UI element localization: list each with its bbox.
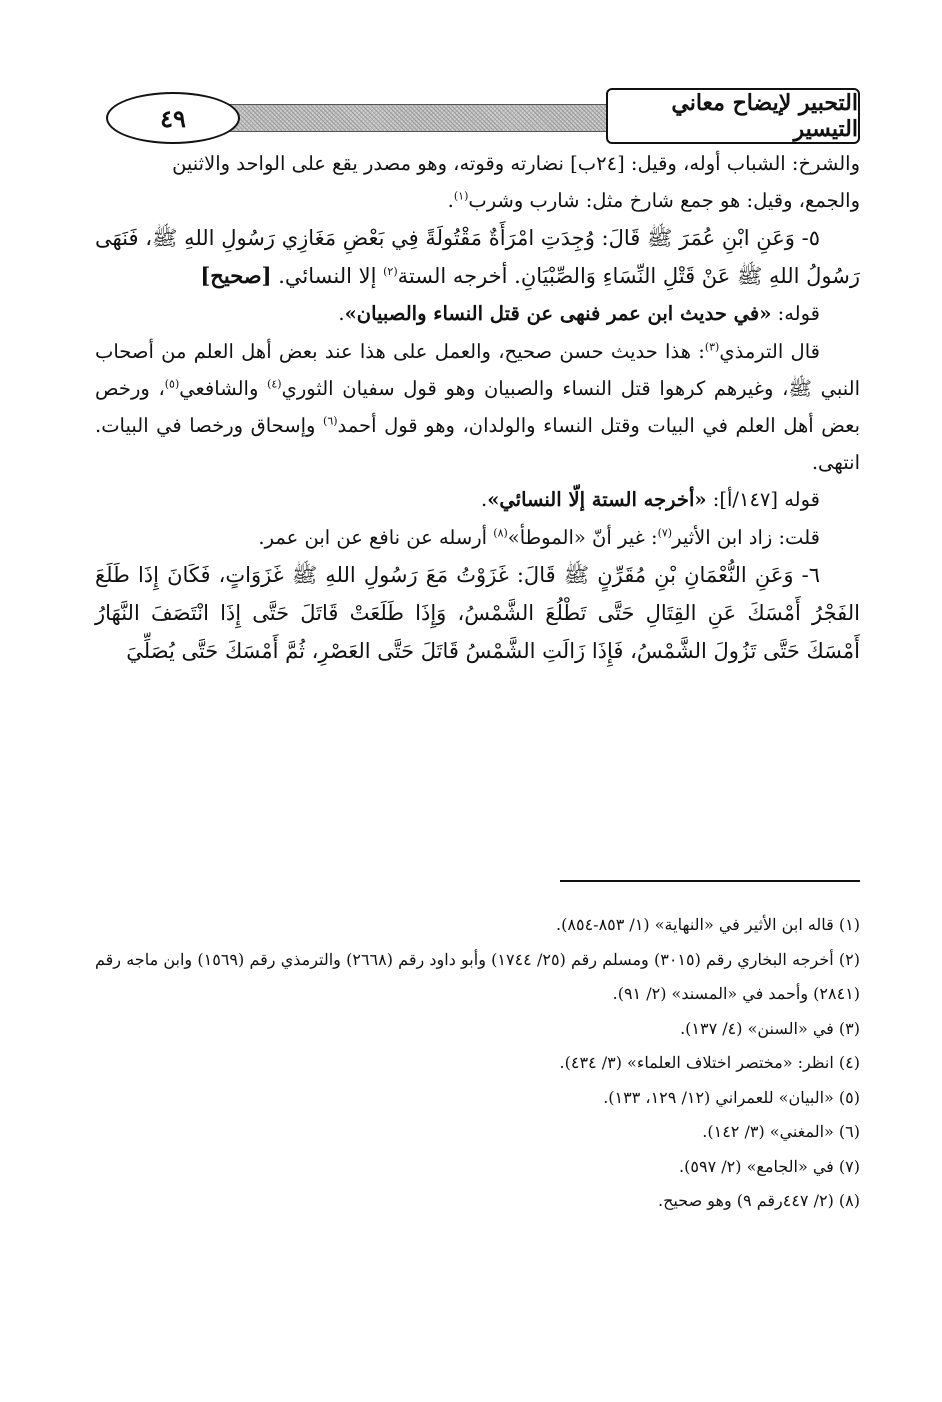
text-span: وإسحاق ورخصا في البيات. انتهى.: [95, 414, 860, 475]
hadith-text: طَلَعَ الفَجْرُ أَمْسَكَ عَنِ القِتَالِ حَتَّى تَطْلُعَ الشَّمْسُ، وَإِذَا طَلَعَتْ قَاتَلَ حَتَّى إِذَا انْتَصَفَ النَّهَارُ: [95, 562, 860, 625]
text-span: والشرخ: الشباب أوله، وقيل: [٢٤ب] نضارته وقوته، وهو مصدر يقع على الواحد والاثنين: [172, 152, 860, 175]
footnote-ref[interactable]: (٦): [323, 414, 338, 428]
footnote-ref[interactable]: (٤): [267, 377, 282, 391]
text-span: والشافعي: [179, 376, 259, 400]
page-header: [100, 88, 860, 144]
text-span: : غير أنّ «الموطأ»: [507, 525, 658, 549]
text-span: ، ورخص بعض أهل العلم في البيات وقتل النساء والولدان، وهو قول أحمد: [95, 376, 860, 438]
text-span: : هذا حديث حسن صحيح، والعمل على هذا عند بعض أهل العلم: [193, 339, 705, 363]
footnote-ref[interactable]: (٧): [657, 526, 673, 540]
quoted-phrase: «في حديث ابن عمر فنهى عن قتل النساء والصبيان»: [344, 302, 772, 326]
text-span: قال الترمذي: [719, 339, 820, 363]
book-title: التحبير لإيضاح معاني التيسير: [606, 88, 860, 144]
text-line: [95, 182, 860, 219]
footnote-ref[interactable]: (١): [453, 189, 469, 203]
text-span: أرسله عن نافع عن ابن عمر.: [258, 525, 494, 549]
hadith-text: ٥- وَعَنِ ابْنِ عُمَرَ ﷺ قَالَ: وُجِدَتِ امْرَأَةٌ مَقْتُولَةً فِي بَعْضِ مَغَازِي رَسُولِ اللهِ ﷺ،: [145, 226, 820, 251]
quoted-phrase: «أخرجه الستة إلّا النسائي»: [487, 488, 707, 512]
commentary-line: [95, 295, 860, 332]
hadith-text: ٦- وَعَنِ النُّعْمَانِ بْنِ مُقَرِّنٍ ﷺ قَالَ: غَزَوْتُ مَعَ رَسُولِ اللهِ ﷺ غَزَوَاتٍ، فَكَانَ إِذَا: [137, 562, 820, 587]
footnote-ref[interactable]: (٥): [164, 377, 180, 391]
main-text: [95, 145, 860, 670]
text-span: إلا النسائي.: [271, 264, 384, 289]
text-span: .: [338, 302, 345, 326]
text-span: قوله:: [771, 302, 820, 326]
footnote-divider: [560, 880, 860, 882]
page-number: ٤٩: [106, 92, 240, 144]
commentary-paragraph: [95, 333, 860, 482]
footnote: (٨) (٢/ ٤٤٧رقم ٩) وهو صحيح.: [658, 1191, 860, 1210]
footnote: (٥) «البيان» للعمراني (١٢/ ١٢٩، ١٣٣).: [603, 1087, 860, 1107]
footnote: [95, 943, 860, 1012]
footnote: (٧) في «الجامع» (٢/ ٥٩٧).: [679, 1156, 860, 1176]
text-span: قلت: زاد ابن الأثير: [672, 525, 820, 549]
text-span: من أصحاب النبي ﷺ، وغيرهم كرهوا قتل النساء والصبيان وهو قول سفيان الثوري: [95, 339, 860, 400]
footnote: (٦) «المغني» (٣/ ١٤٢).: [702, 1122, 860, 1141]
footnote-ref[interactable]: (٣): [704, 340, 720, 354]
footnote-ref[interactable]: (٨): [493, 526, 508, 540]
text-span: والجمع، وقيل: هو جمع شارخ مثل: شارب وشرب: [468, 189, 860, 213]
text-line: [95, 145, 860, 182]
hadith-text: فَنَهَى رَسُولُ اللهِ ﷺ عَنْ قَتْلِ النِّسَاءِ وَالصِّبْيَانِ. أخرجه الستة: [95, 226, 860, 289]
hadith-6: [95, 556, 860, 670]
hadith-grade: [صحيح]: [200, 263, 272, 289]
text-span: .: [447, 189, 454, 213]
footnote: (٤) انظر: «مختصر اختلاف العلماء» (٣/ ٤٣٤).: [559, 1053, 860, 1072]
footnote-text: (١٥٦٩) وابن ماجه رقم (٢٨٤١) وأحمد في «المسند» (٢/ ٩١).: [95, 949, 860, 1003]
commentary-line: [95, 519, 860, 556]
footnote: (٣) في «السنن» (٤/ ١٣٧).: [680, 1018, 860, 1038]
commentary-line: [95, 481, 860, 518]
footnote-ref[interactable]: (٢): [383, 265, 398, 279]
hadith-5: [95, 219, 860, 295]
footnote-text: (٢) أخرجه البخاري رقم (٣٠١٥) ومسلم رقم (٢٥/ ١٧٤٤) وأبو داود رقم (٢٦٦٨) والترمذي رقم: [249, 949, 861, 969]
text-span: قوله [١٤٧/أ]:: [706, 488, 820, 512]
text-span: .: [481, 488, 488, 512]
hadith-text: أَمْسَكَ حَتَّى تَزُولَ الشَّمْسُ، فَإِذَا زَالَتِ الشَّمْسُ قَاتَلَ حَتَّى العَصْرِ، ثُمَّ أَمْسَكَ حَتَّى يُصَلِّيَ: [126, 638, 860, 663]
footnote: (١) قاله ابن الأثير في «النهاية» (١/ ٨٥٣-٨٥٤).: [556, 915, 860, 934]
footnotes: [95, 908, 860, 1219]
